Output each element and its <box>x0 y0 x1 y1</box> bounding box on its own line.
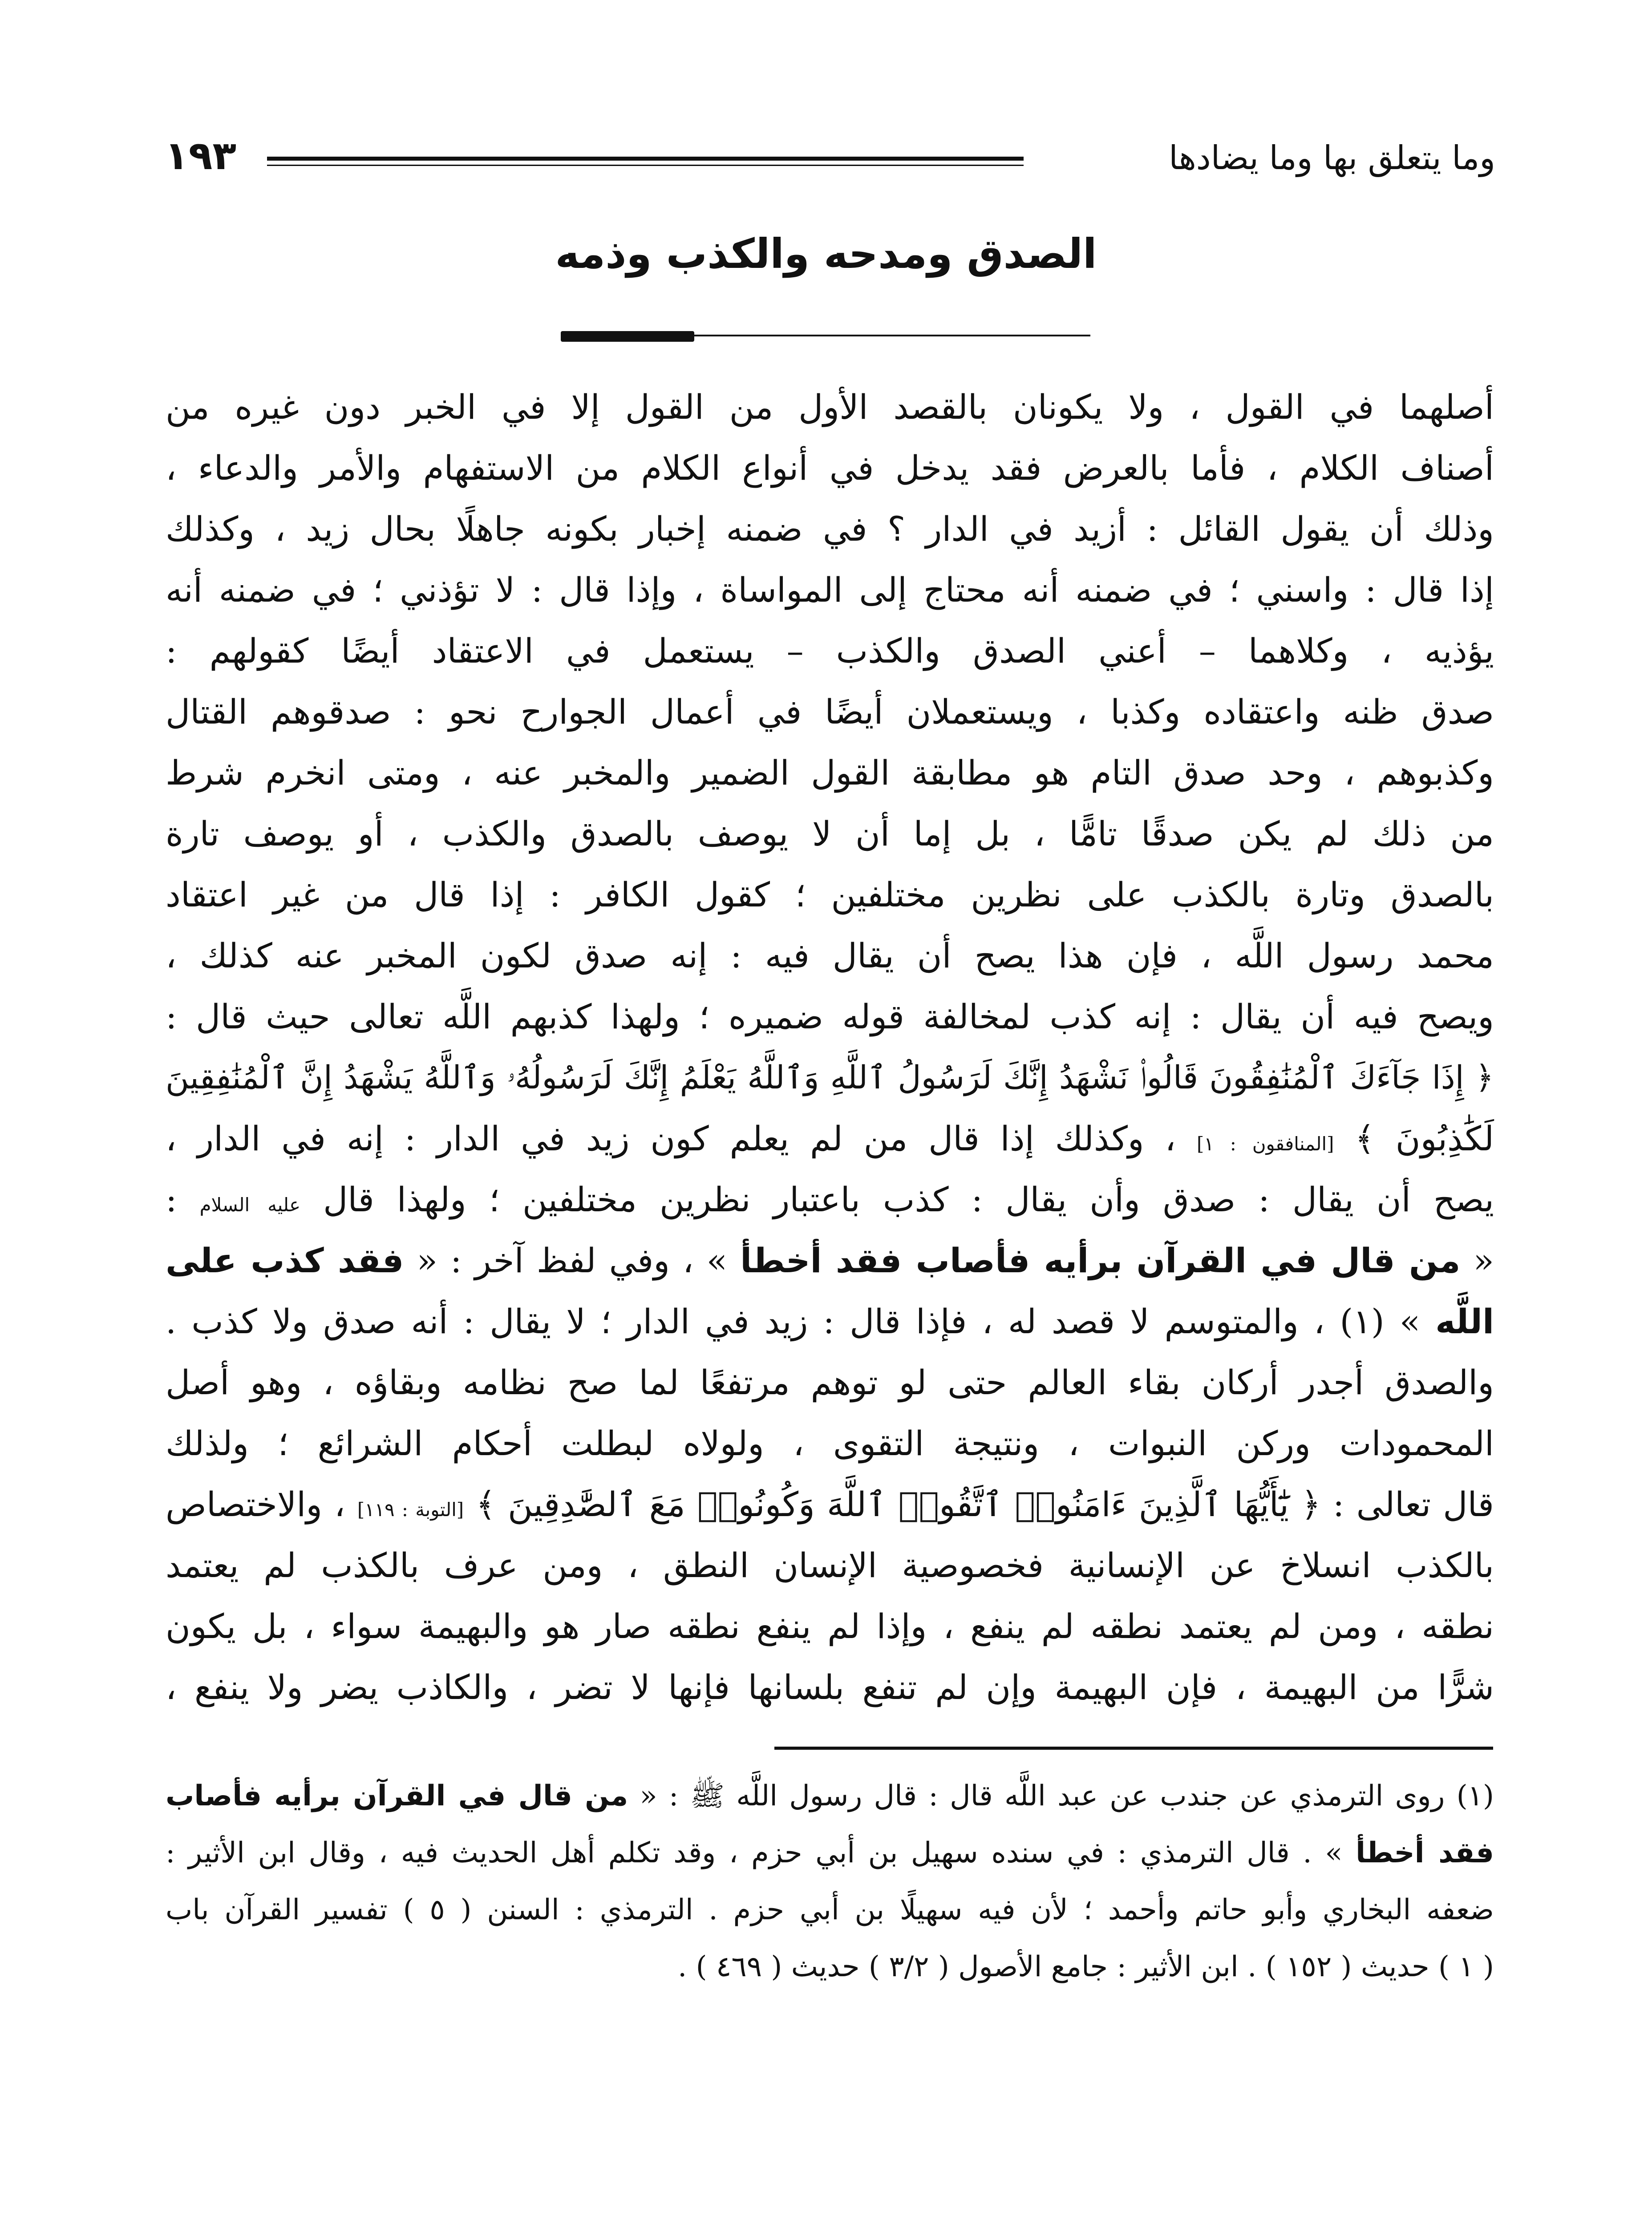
text-segment: ، والاختصاص <box>166 1485 357 1524</box>
text-segment: المحمودات وركن النبوات ، ونتيجة التقوى ، ولولاه لبطلت أحكام الشرائع ؛ ولذلك <box>166 1424 1494 1463</box>
footnote-separator <box>774 1747 1493 1750</box>
footnotes <box>166 1768 1494 1995</box>
text-line <box>166 742 1494 803</box>
header-rule-thin <box>267 165 1024 166</box>
citation-text: عليه السلام <box>199 1194 301 1216</box>
text-line <box>166 1169 1494 1230</box>
text-segment: : <box>166 1180 200 1219</box>
text-segment: والصدق أجدر أركان بقاء العالم حتى لو توهم مرتفعًا لما صح نظامه وبقاؤه ، وهو أصل <box>166 1363 1494 1402</box>
text-line <box>166 864 1494 925</box>
text-segment: ﴿ إِذَا جَآءَكَ ٱلْمُنَٰفِقُونَ قَالُوا۟ نَشْهَدُ إِنَّكَ لَرَسُولُ ٱللَّهِ وَٱللَّهُ يَعْلَمُ إِنَّكَ لَرَسُولُهُۥ وَٱللَّهُ يَشْهَدُ إِنَّ ٱلْمُنَٰفِقِينَ <box>166 1059 1494 1096</box>
footnote-line <box>166 1768 1494 1824</box>
text-line <box>166 1291 1494 1352</box>
body-text <box>166 376 1494 1718</box>
text-segment: » (١) ، والمتوسم لا قصد له ، فإذا قال : زيد في الدار ؛ لا يقال : أنه صدق ولا كذب . <box>166 1302 1436 1341</box>
quoted-hadith-text: فقد كذب على <box>166 1241 404 1280</box>
text-segment: لَكَٰذِبُونَ ﴾ <box>1334 1119 1494 1158</box>
text-segment: وذلك أن يقول القائل : أزيد في الدار ؟ في ضمنه إخبار بكونه جاهلًا بحال زيد ، وكذلك <box>166 509 1494 549</box>
text-segment: محمد رسول اللَّه ، فإن هذا يصح أن يقال فيه : إنه صدق لكون المخبر عنه كذلك ، <box>166 936 1494 975</box>
text-line <box>166 925 1494 986</box>
text-line <box>166 803 1494 864</box>
text-segment: بالصدق وتارة بالكذب على نظرين مختلفين ؛ كقول الكافر : إذا قال من غير اعتقاد <box>166 875 1494 914</box>
quoted-hadith-text: اللَّه <box>1435 1302 1494 1341</box>
text-line <box>166 1474 1494 1535</box>
text-line <box>166 1230 1494 1291</box>
text-segment: (١) روى الترمذي عن جندب عن عبد اللَّه قال : قال رسول اللَّه ﷺ : « <box>628 1780 1494 1812</box>
text-segment: » ، وفي لفظ آخر : « <box>404 1241 741 1280</box>
citation-text: [المنافقون : ١] <box>1196 1133 1334 1155</box>
text-line <box>166 559 1494 620</box>
text-segment: إذا قال : واسني ؛ في ضمنه أنه محتاج إلى المواساة ، وإذا قال : لا تؤذني ؛ في ضمنه أنه <box>166 570 1494 610</box>
quoted-hadith-text: فقد أخطأ <box>1356 1836 1494 1869</box>
title-ornament-block <box>561 331 694 342</box>
text-line <box>166 1535 1494 1596</box>
text-segment: ضعفه البخاري وأبو حاتم وأحمد ؛ لأن فيه سهيلًا بن أبي حزم . الترمذي : السنن ( ٥ ) تفسير القرآن باب <box>166 1893 1494 1926</box>
text-segment: ويصح فيه أن يقال : إنه كذب لمخالفة قوله ضميره ؛ ولهذا كذبهم اللَّه تعالى حيث قال : <box>166 997 1494 1036</box>
citation-text: [التوبة : ١١٩] <box>357 1499 464 1521</box>
text-segment: يصح أن يقال : صدق وأن يقال : كذب باعتبار نظرين مختلفين ؛ ولهذا قال <box>300 1180 1494 1219</box>
text-segment: قال تعالى : ﴿ يَٰٓأَيُّهَا ٱلَّذِينَ ءَامَنُوا۟ ٱتَّقُوا۟ ٱللَّهَ وَكُونُوا۟ مَعَ ٱلصَّٰدِقِينَ ﴾ <box>464 1485 1494 1524</box>
quoted-hadith-text: من قال في القرآن برأيه فأصاب <box>166 1779 628 1812</box>
section-title: الصدق ومدحه والكذب وذمه <box>555 230 1097 278</box>
footnote-line <box>166 1881 1494 1938</box>
text-segment: يؤذيه ، وكلاهما – أعني الصدق والكذب – يستعمل في الاعتقاد أيضًا كقولهم : <box>166 631 1494 671</box>
text-line <box>166 1352 1494 1413</box>
text-segment: » . قال الترمذي : في سنده سهيل بن أبي حزم ، وقد تكلم أهل الحديث فيه ، وقال ابن الأثير : <box>166 1837 1356 1869</box>
text-segment: وكذبوهم ، وحد صدق التام هو مطابقة القول الضمير والمخبر عنه ، ومتى انخرم شرط <box>166 753 1494 793</box>
running-title: وما يتعلق بها وما يضادها <box>1169 139 1495 177</box>
text-segment: « <box>1460 1241 1494 1280</box>
quoted-hadith-text: من قال في القرآن برأيه فأصاب فقد أخطأ <box>740 1241 1461 1280</box>
text-line <box>166 437 1494 498</box>
text-line <box>166 681 1494 742</box>
text-line <box>166 1596 1494 1657</box>
text-segment: ( ١ ) حديث ( ١٥٢ ) . ابن الأثير : جامع الأصول ( ٣/٢ ) حديث ( ٤٦٩ ) . <box>677 1950 1494 1983</box>
text-segment: أصلهما في القول ، ولا يكونان بالقصد الأول من القول إلا في الخبر دون غيره من <box>166 387 1494 427</box>
text-segment: نطقه ، ومن لم يعتمد نطقه لم ينفع ، وإذا لم ينفع نطقه صار هو والبهيمة سواء ، بل يكون <box>166 1606 1494 1646</box>
text-segment: شرًّا من البهيمة ، فإن البهيمة وإن لم تنفع بلسانها فإنها لا تضر ، والكاذب يضر ولا ينفع ، <box>166 1667 1494 1707</box>
text-segment: بالكذب انسلاخ عن الإنسانية فخصوصية الإنسان النطق ، ومن عرف بالكذب لم يعتمد <box>166 1545 1494 1585</box>
text-line <box>166 1108 1494 1169</box>
footnote-line <box>166 1824 1494 1881</box>
text-segment: أصناف الكلام ، فأما بالعرض فقد يدخل في أنواع الكلام من الاستفهام والأمر والدعاء ، <box>166 448 1494 488</box>
footnote-line <box>166 1938 1494 1995</box>
text-line <box>166 1047 1494 1108</box>
text-line <box>166 376 1494 437</box>
text-segment: ، وكذلك إذا قال من لم يعلم كون زيد في الدار : إنه في الدار ، <box>166 1119 1197 1158</box>
text-line <box>166 1413 1494 1474</box>
text-line <box>166 1657 1494 1718</box>
text-segment: صدق ظنه واعتقاده وكذبا ، ويستعملان أيضًا في أعمال الجوارح نحو : صدقوهم القتال <box>166 692 1494 732</box>
text-segment: من ذلك لم يكن صدقًا تامًّا ، بل إما أن لا يوصف بالصدق والكذب ، أو يوصف تارة <box>166 814 1494 854</box>
text-line <box>166 498 1494 559</box>
text-line <box>166 986 1494 1047</box>
page-number: ١٩٣ <box>165 132 237 178</box>
running-header <box>165 134 1495 182</box>
header-rule <box>267 157 1024 161</box>
text-line <box>166 620 1494 681</box>
